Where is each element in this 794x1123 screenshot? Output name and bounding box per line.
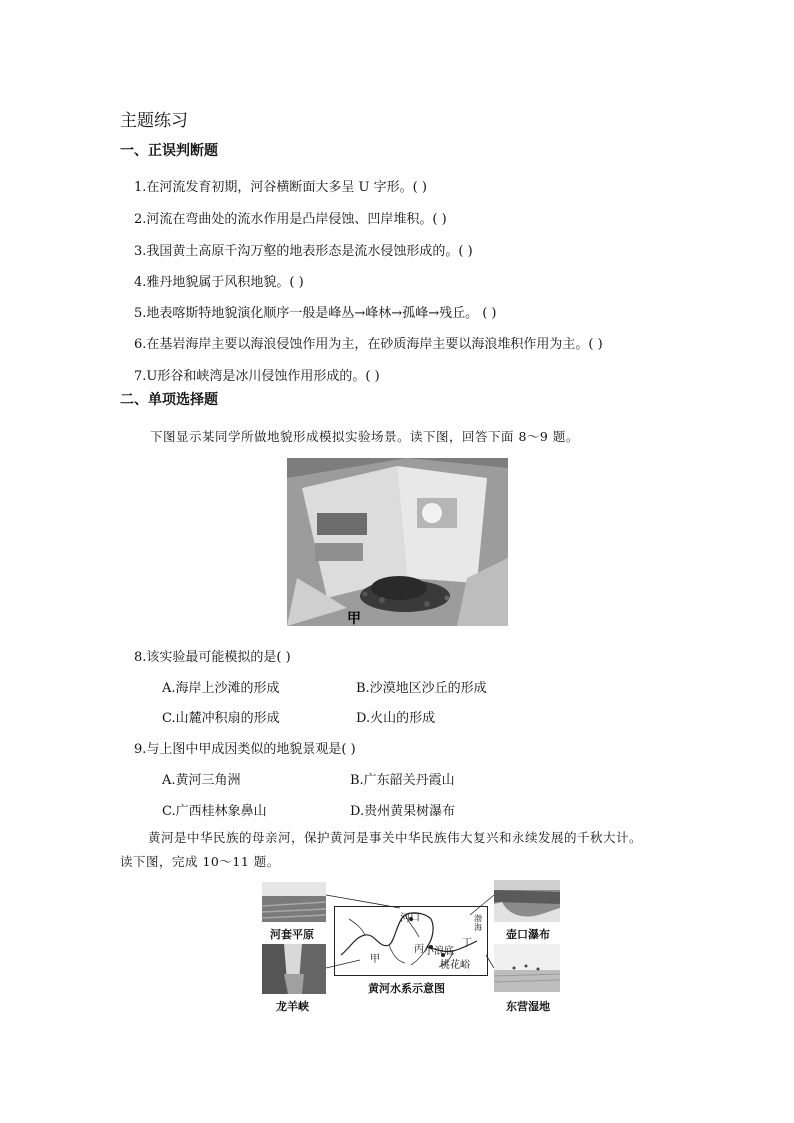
- photo-dongying-wetland: [494, 944, 560, 992]
- caption-longyang-gorge: 龙羊峡: [276, 1000, 309, 1013]
- question-9-option-c: C.广西桂林象鼻山: [162, 804, 267, 819]
- caption-hukou-waterfall: 壶口瀑布: [506, 928, 550, 941]
- question-2: 2.河流在弯曲处的流水作用是凸岸侵蚀、凹岸堆积。( ): [134, 212, 447, 227]
- question-8-option-c: C.山麓冲积扇的形成: [162, 711, 280, 726]
- question-9-option-b: B.广东韶关丹霞山: [350, 773, 455, 788]
- map-label-bing: 丙: [414, 944, 424, 955]
- question-6: 6.在基岩海岸主要以海浪侵蚀作用为主，在砂质海岸主要以海浪堆积作用为主。( ): [134, 337, 603, 352]
- photo-hukou-waterfall: [494, 880, 560, 922]
- map-label-bohai: 渤海: [474, 914, 482, 932]
- caption-hetao-plain: 河套平原: [270, 928, 314, 941]
- question-8-stem: 8.该实验最可能模拟的是( ): [134, 650, 291, 665]
- figure2-intro-line2: 读下图，完成 10～11 题。: [120, 854, 280, 869]
- question-9-option-d: D.贵州黄果树瀑布: [350, 804, 456, 819]
- caption-dongying-wetland: 东营湿地: [506, 1000, 550, 1013]
- map-caption: 黄河水系示意图: [368, 982, 445, 995]
- question-5: 5.地表喀斯特地貌演化顺序一般是峰丛→峰林→孤峰→残丘。 ( ): [134, 306, 497, 321]
- question-8-option-d: D.火山的形成: [356, 711, 436, 726]
- map-label-taohuayu: 桃花峪: [440, 960, 470, 971]
- question-4: 4.雅丹地貌属于风积地貌。( ): [134, 275, 304, 290]
- question-8-option-b: B.沙漠地区沙丘的形成: [356, 681, 487, 696]
- figure1-intro: 下图显示某同学所做地貌形成模拟实验场景。读下图，回答下面 8～9 题。: [150, 429, 579, 444]
- figure2-intro-line1: 黄河是中华民族的母亲河，保护黄河是事关中华民族伟大复兴和永续发展的千秋大计。: [148, 830, 643, 845]
- question-7: 7.U形谷和峡湾是冰川侵蚀作用形成的。( ): [134, 369, 380, 384]
- page-title: 主题练习: [120, 111, 188, 131]
- section-2-heading: 二、单项选择题: [120, 392, 218, 408]
- question-8-option-a: A.海岸上沙滩的形成: [162, 681, 280, 696]
- map-label-xiaolangdi: 小浪底: [424, 946, 454, 957]
- question-9-stem: 9.与上图中甲成因类似的地貌景观是( ): [134, 742, 356, 757]
- figure1-label-jia: 甲: [347, 611, 361, 626]
- question-1: 1.在河流发育初期，河谷横断面大多呈 U 字形。( ): [134, 180, 427, 195]
- map-label-ding: 丁: [462, 938, 472, 949]
- map-label-jia: 甲: [370, 954, 380, 965]
- section-1-heading: 一、正误判断题: [120, 143, 218, 159]
- map-label-hekou: 河口: [400, 913, 420, 924]
- question-9-option-a: A.黄河三角洲: [162, 773, 241, 788]
- question-3: 3.我国黄土高原千沟万壑的地表形态是流水侵蚀形成的。( ): [134, 244, 473, 259]
